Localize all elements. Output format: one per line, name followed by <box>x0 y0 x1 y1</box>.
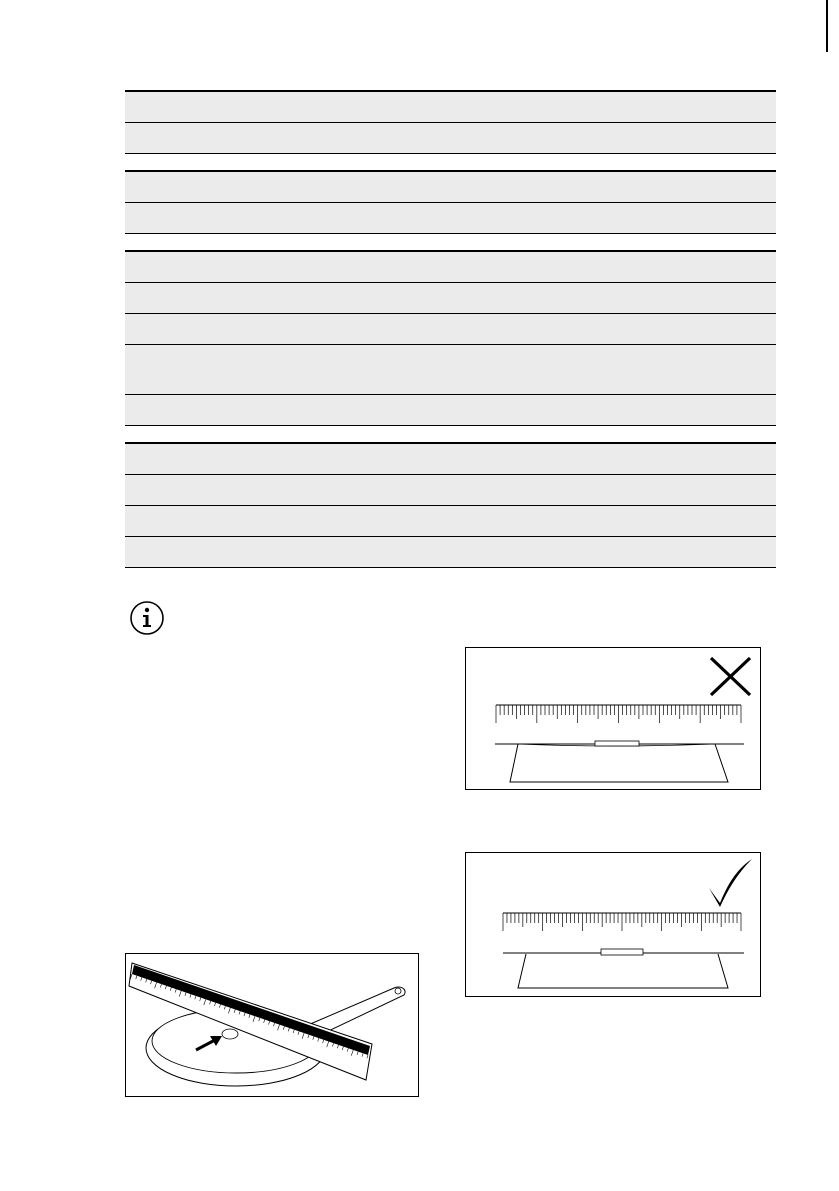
info-icon <box>129 600 165 636</box>
table-row <box>125 506 776 537</box>
label-badge <box>222 1029 238 1039</box>
figure-incorrect-pan-base <box>465 647 761 790</box>
figure-pan-with-ruler <box>125 953 419 1097</box>
cross-icon <box>711 658 750 695</box>
table-row <box>125 537 776 568</box>
table-row <box>125 314 776 345</box>
pan-body <box>518 954 728 988</box>
flat-marker <box>601 949 643 955</box>
ruler-scale <box>496 705 741 723</box>
table-group <box>125 250 776 426</box>
table-row <box>125 123 776 154</box>
gap-marker <box>595 741 639 746</box>
table-row <box>125 395 776 426</box>
table-row <box>125 444 776 475</box>
page-edge-marker <box>826 0 828 52</box>
table-row <box>125 345 776 395</box>
pan-body <box>510 744 728 782</box>
table-row <box>125 283 776 314</box>
table-row <box>125 252 776 283</box>
table-row <box>125 203 776 234</box>
figure-correct-pan-base <box>465 852 761 997</box>
table-group <box>125 170 776 234</box>
table-group <box>125 90 776 154</box>
table-row <box>125 172 776 203</box>
checkmark-icon <box>709 859 752 907</box>
table-row <box>125 92 776 123</box>
ruler-scale <box>503 913 741 931</box>
table-group <box>125 442 776 568</box>
table-row <box>125 475 776 506</box>
specification-table <box>125 90 776 568</box>
